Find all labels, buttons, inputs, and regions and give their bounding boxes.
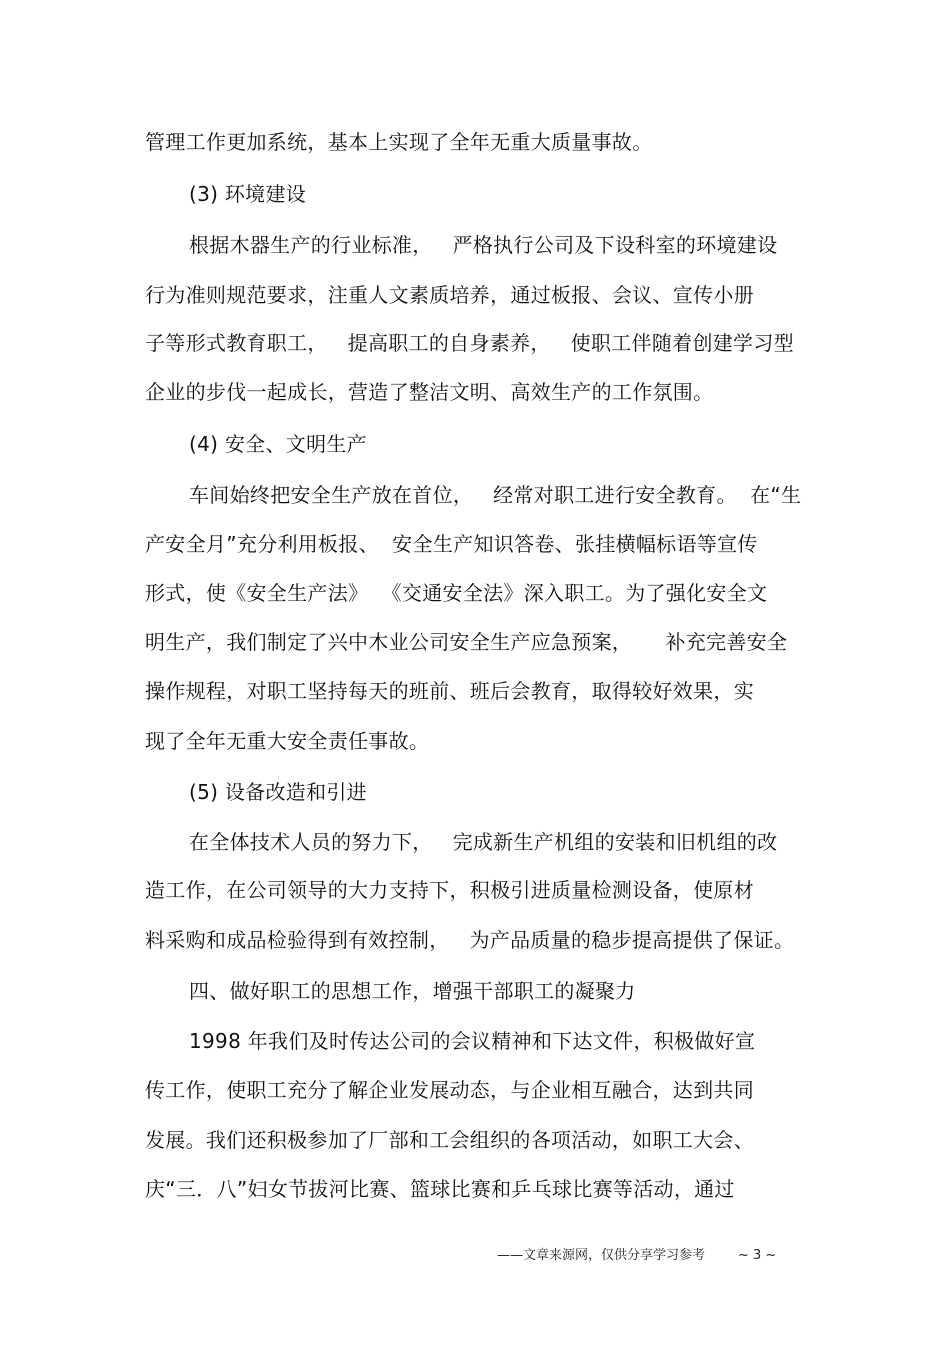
text-line: 管理工作更加系统，基本上实现了全年无重大质量事故。: [145, 130, 653, 154]
text-line: 现了全年无重大安全责任事故。: [145, 729, 430, 753]
text-line: 形式，使《安全生产法》 《交通安全法》深入职工。为了强化安全文: [145, 581, 768, 605]
text-line: 子等形式教育职工， 提高职工的自身素养， 使职工伴随着创建学习型: [145, 331, 794, 355]
text-line: 操作规程，对职工坚持每天的班前、班后会教育，取得较好效果，实: [145, 679, 754, 703]
section-heading: (4) 安全、文明生产: [189, 432, 367, 456]
text-line: 产安全月”充分利用板报、 安全生产知识答卷、张挂横幅标语等宣传: [145, 532, 758, 556]
text-line: 行为准则规范要求，注重人文素质培养，通过板报、会议、宣传小册: [145, 283, 754, 307]
text-line: 传工作，使职工充分了解企业发展动态，与企业相互融合，达到共同: [145, 1078, 754, 1102]
section-heading: (5) 设备改造和引进: [189, 780, 367, 804]
text-line: 发展。我们还积极参加了厂部和工会组织的各项活动，如职工大会、: [145, 1128, 754, 1152]
section-heading: (3) 环境建设: [189, 182, 307, 206]
section-heading: 四、做好职工的思想工作，增强干部职工的凝聚力: [189, 979, 636, 1003]
text-line: 根据木器生产的行业标准， 严格执行公司及下设科室的环境建设: [189, 233, 778, 257]
text-line: 庆“三．八”妇女节拔河比赛、篮球比赛和乒乓球比赛等活动，通过: [145, 1177, 735, 1201]
text-line: 料采购和成品检验得到有效控制， 为产品质量的稳步提高提供了保证。: [145, 928, 795, 952]
text-line: 1998 年我们及时传达公司的会议精神和下达文件，积极做好宣: [189, 1029, 756, 1053]
text-line: 车间始终把安全生产放在首位， 经常对职工进行安全教育。 在“生: [189, 483, 802, 507]
text-line: 在全体技术人员的努力下， 完成新生产机组的安装和旧机组的改: [189, 830, 778, 854]
text-line: 企业的步伐一起成长，营造了整洁文明、高效生产的工作氛围。: [145, 380, 714, 404]
text-line: 造工作，在公司领导的大力支持下，积极引进质量检测设备，使原材: [145, 878, 754, 902]
footer-note: ——文章来源网，仅供分享学习参考: [497, 1248, 706, 1263]
text-line: 明生产，我们制定了兴中木业公司安全生产应急预案， 补充完善安全: [145, 630, 788, 654]
page-number: ~ 3 ~: [738, 1248, 777, 1263]
